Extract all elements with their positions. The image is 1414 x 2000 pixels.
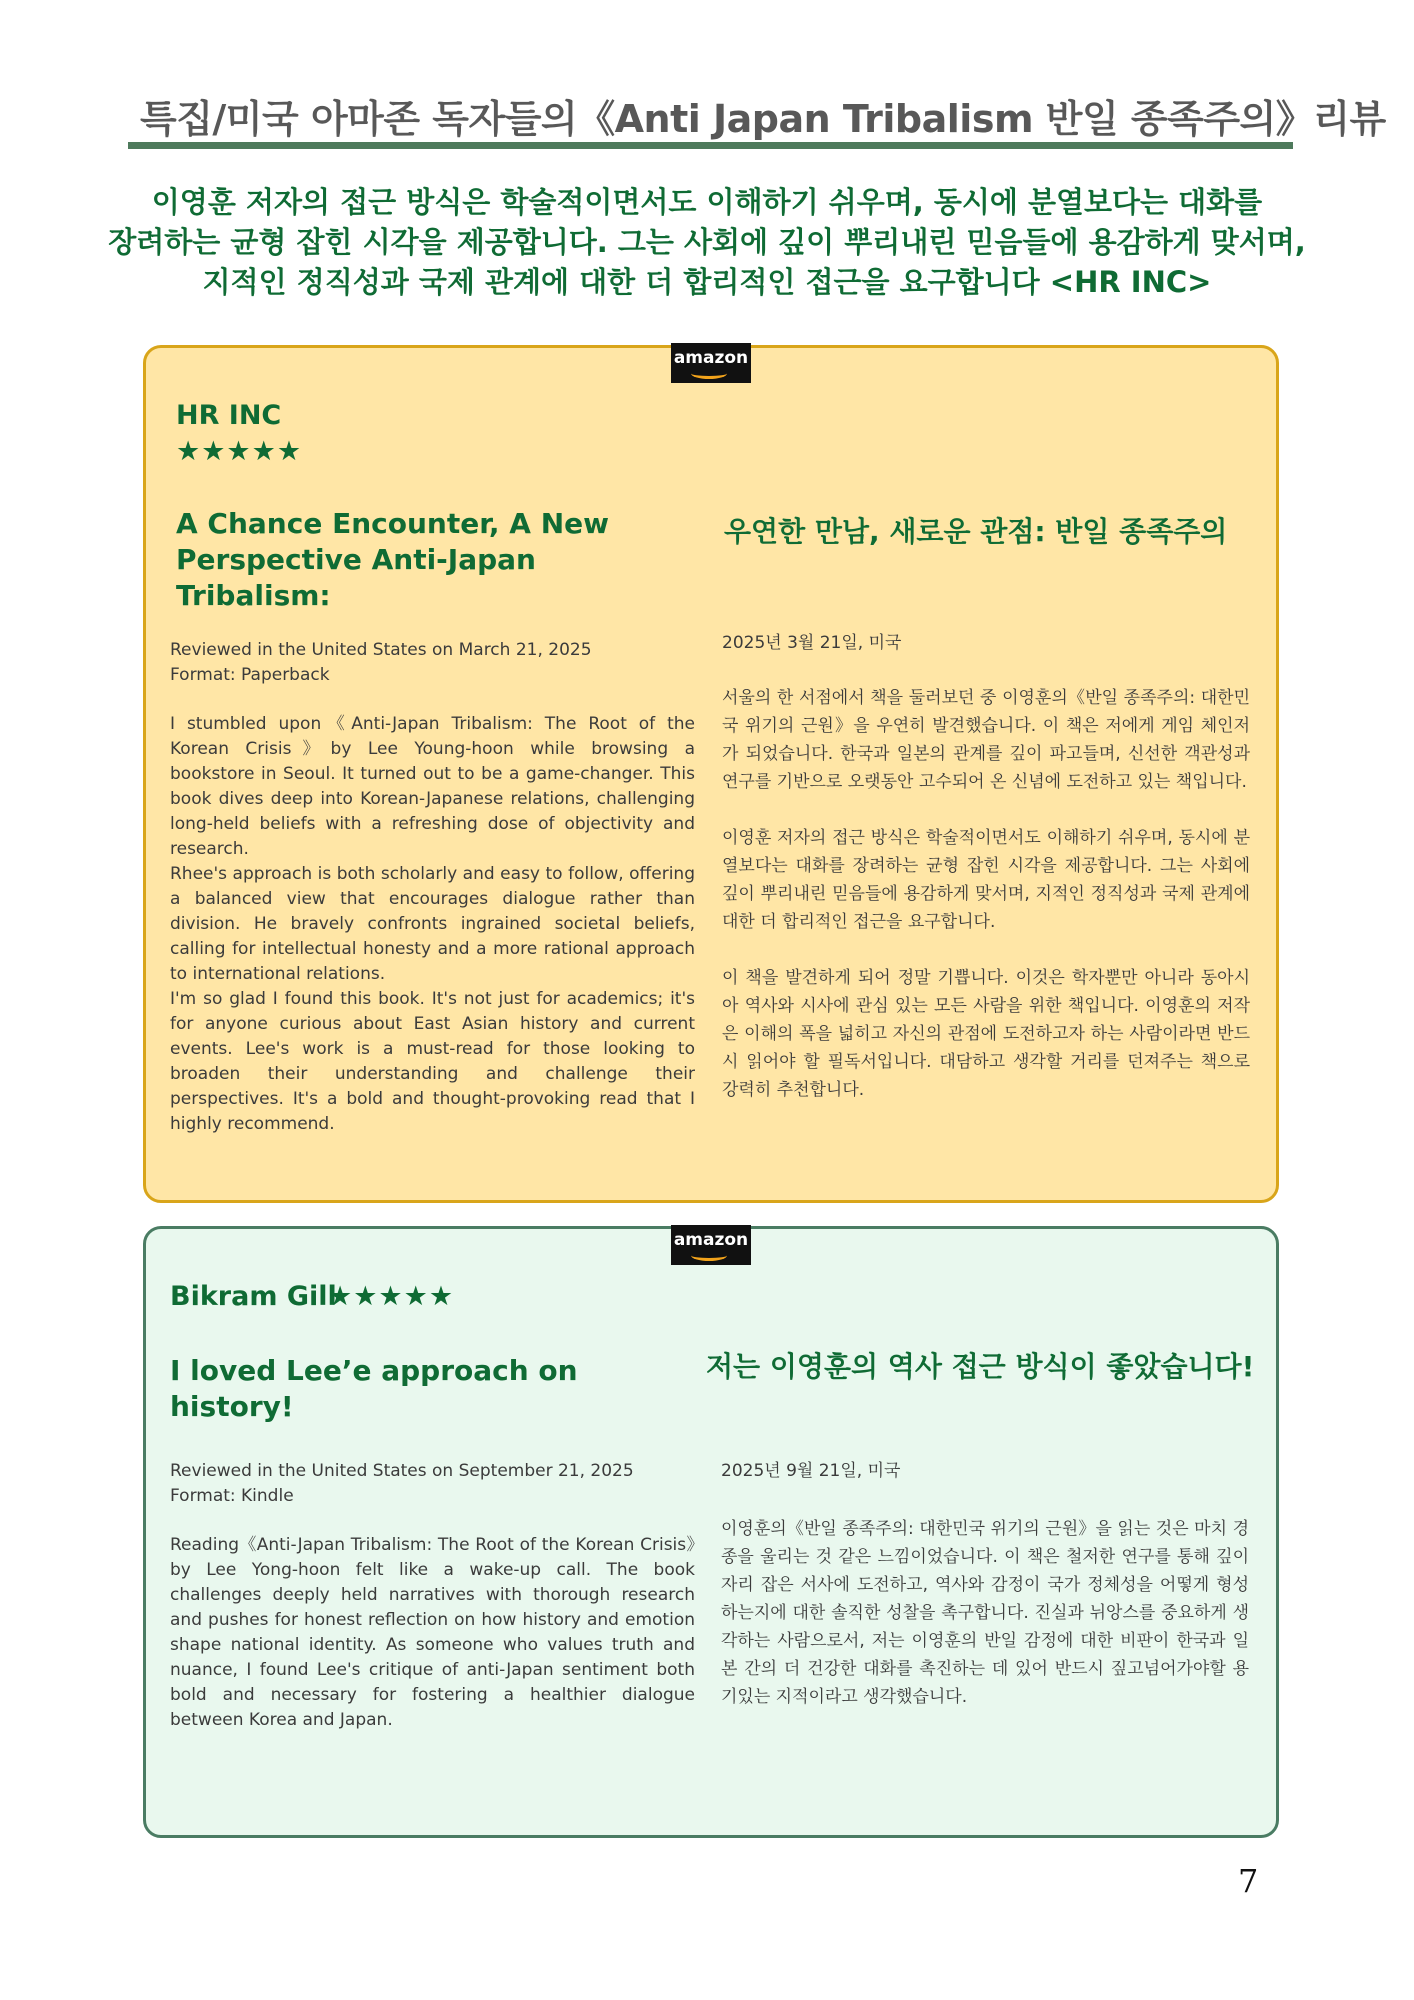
review-paragraph: 이 책을 발견하게 되어 정말 기쁩니다. 이것은 학자뿐만 아니라 동아시아 역사와 시사에 관심 있는 모든 사람을 위한 책입니다. 이영훈의 저작은 이해의 폭을 넓히고 자신의 관점에 도전하고자 하는 사람이라면 반드시 읽어야 할 필독서입니다. 대담하고 생각할 거리를 던져주는 책으로 강력히 추천합니다. [722,968,1250,1100]
review-body-ko [722,684,1250,1129]
review-paragraph: 서울의 한 서점에서 책을 둘러보던 중 이영훈의《반일 종족주의: 대한민국 위기의 근원》을 우연히 발견했습니다. 이 책은 저에게 게임 체인저가 되었습니다. 한국과 일본의 관계를 깊이 파고들며, 신선한 객관성과 연구를 기반으로 오랫동안 고수되어 온 신념에 도전하고 있는 책입니다. [722,688,1250,792]
review-card-bikram-gill [143,1226,1279,1838]
review-meta-en [170,1459,700,1509]
review-body-ko [721,1515,1249,1736]
review-card-hr-inc [143,345,1279,1203]
review-date-en: Reviewed in the United States on September 21, 2025 [170,1461,634,1481]
review-paragraph: Reading《Anti-Japan Tribalism: The Root of the Korean Crisis》by Lee Yong-hoon felt like a wake-up call. The book challenges deeply held narratives with thorough research and pushes for honest reflection on how history and emotion shape national identity. As someone who values truth and nuance, I found Lee's critique of anti-Japan sentiment both bold and necessary for fostering a healthier dialogue between Korea and Japan. [170,1535,695,1730]
review-paragraph: 이영훈의《반일 종족주의: 대한민국 위기의 근원》을 읽는 것은 마치 경종을 울리는 것 같은 느낌이었습니다. 이 책은 철저한 연구를 통해 깊이 자리 잡은 서사에 도전하고, 역사와 감정이 국가 정체성을 어떻게 형성하는지에 대한 솔직한 성찰을 촉구합니다. 진실과 뉘앙스를 중요하게 생각하는 사람으로서, 저는 이영훈의 반일 감정에 대한 비판이 한국과 일본 간의 더 건강한 대화를 촉진하는 데 있어 반드시 짚고넘어가야할 용기있는 지적이라고 생각했습니다. [721,1519,1249,1707]
pull-quote [100,182,1314,302]
review-date-ko: 2025년 9월 21일, 미국 [721,1461,901,1481]
page-number: 7 [1238,1862,1259,1900]
review-date-en: Reviewed in the United States on March 21, 2025 [170,640,592,660]
review-paragraph: Rhee's approach is both scholarly and easy to follow, offering a balanced view that encourages dialogue rather than division. He bravely confronts ingrained societal beliefs, calling for intellectual honesty and a more rational approach to international relations. [170,864,695,984]
amazon-smile-icon [691,1250,727,1261]
amazon-logo [671,343,751,383]
review-format-en: Format: Paperback [170,665,330,685]
review-headline-en: A Chance Encounter, A New Perspective Anti-Japan Tribalism: [176,507,609,612]
reviewer-name: HR INC [176,400,282,431]
review-format-en: Format: Kindle [170,1486,294,1506]
amazon-logo [671,1225,751,1265]
review-paragraph: I stumbled upon《Anti-Japan Tribalism: The Root of the Korean Crisis》by Lee Young-hoon while browsing a bookstore in Seoul. It turned out to be a game-changer. This book dives deep into Korean-Japanese relations, challenging long-held beliefs with a refreshing dose of objectivity and research. [170,714,695,859]
review-body-en [170,712,695,1137]
review-headline-ko: 저는 이영훈의 역사 접근 방식이 좋았습니다! [706,1350,1255,1383]
review-paragraph: 이영훈 저자의 접근 방식은 학술적이면서도 이해하기 쉬우며, 동시에 분열보다는 대화를 장려하는 균형 잡힌 시각을 제공합니다. 그는 사회에 깊이 뿌리내린 믿음들에 용감하게 맞서며, 지적인 정직성과 국제 관계에 대한 더 합리적인 접근을 요구합니다. [722,828,1250,932]
review-date-ko: 2025년 3월 21일, 미국 [722,633,902,653]
title-divider [128,142,1293,149]
pull-quote-line: 이영훈 저자의 접근 방식은 학술적이면서도 이해하기 쉬우며, 동시에 분열보다는 대화를 [151,185,1263,219]
amazon-smile-icon [691,368,727,379]
pull-quote-line: 장려하는 균형 잡힌 시각을 제공합니다. 그는 사회에 깊이 뿌리내린 믿음들에 용감하게 맞서며, [108,225,1306,259]
amazon-logo-text: amazon [673,1230,749,1250]
star-rating: ★★★★★ [328,1281,455,1312]
amazon-logo-text: amazon [673,348,749,368]
review-paragraph: I'm so glad I found this book. It's not just for academics; it's for anyone curious about East Asian history and current events. Lee's work is a must-read for those looking to broaden their understanding and challenge their perspectives. It's a bold and thought-provoking read that I highly recommend. [170,989,695,1134]
review-body-en [170,1533,695,1733]
star-rating: ★★★★★ [176,436,303,467]
page-title: 특집/미국 아마존 독자들의《Anti Japan Tribalism 반일 종족주의》리뷰 [140,97,1386,141]
reviewer-name: Bikram Gill [170,1281,337,1312]
pull-quote-line: 지적인 정직성과 국제 관계에 대한 더 합리적인 접근을 요구합니다 <HR INC> [202,265,1212,299]
review-headline-ko: 우연한 만남, 새로운 관점: 반일 종족주의 [724,515,1228,548]
review-headline-en: I loved Lee’e approach on history! [170,1354,578,1423]
review-meta-en [170,638,700,688]
